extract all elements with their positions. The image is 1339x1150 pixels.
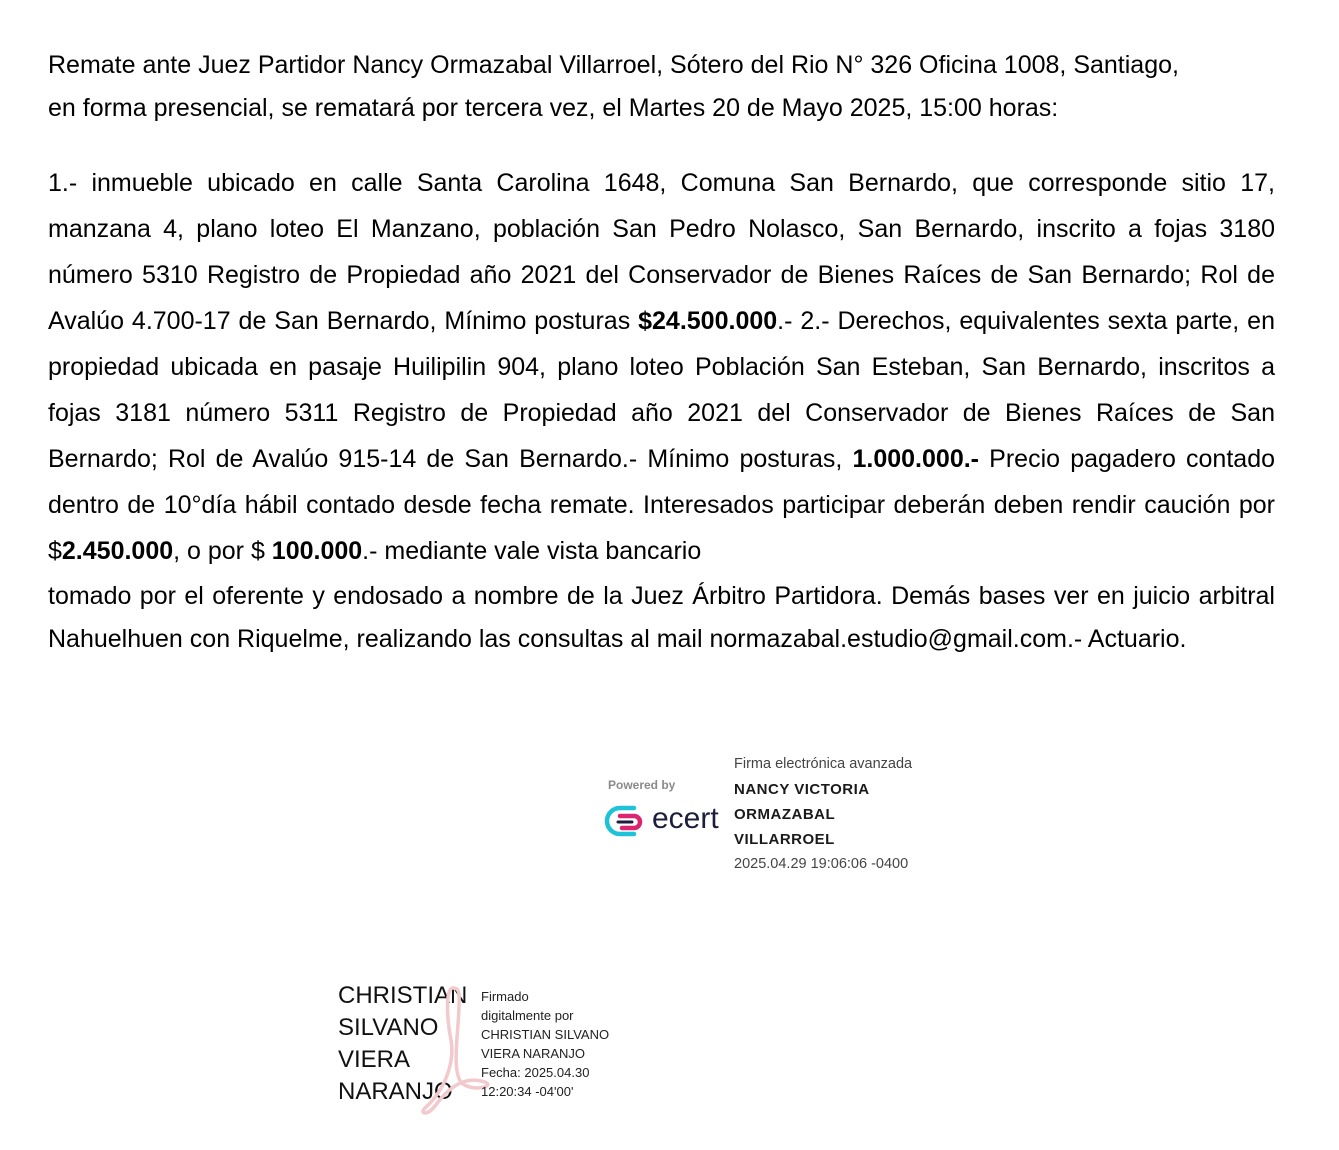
amount-guarantee-2: 100.000 [271,537,363,565]
ecert-logo [604,778,732,848]
intro-line-2: en forma presencial, se rematará por tercera vez, el Martes 20 de Mayo 2025, 15:00 horas: [48,94,1059,122]
body-text-6: tomado por el oferente y endosado a nombre de la Juez Árbitro Partidora. Demás bases ver en juicio arbitral Nahuelhuen con Riquelme, realizando las consultas al mail normazabal.estudio@gmail.com.- Actuario. [48,582,1275,653]
intro-line-1: Remate ante Juez Partidor Nancy Ormazabal Villarroel, Sótero del Rio N° 326 Oficina 1008, Santiago, [48,51,1179,79]
digital-detail-line-1: Firmado [481,989,529,1004]
digital-detail-line-2: digitalmente por [481,1008,574,1023]
intro-paragraph [48,44,1283,130]
signature-type: Firma electrónica avanzada [734,756,913,772]
body-text-3: Precio pagadero contado dentro de 10°día hábil contado desde fecha remate. Interesados participar deberán deben rendir caución por $ [48,445,1275,565]
signer-name-line-2: ORMAZABAL [734,806,836,823]
body-text-4: , o por $ [173,537,272,565]
amount-minimum-2: 1.000.000.- [852,445,979,473]
digital-detail-line-5: Fecha: 2025.04.30 [481,1065,590,1080]
body-text-1: 1.- inmueble ubicado en calle Santa Carolina 1648, Comuna San Bernardo, que corresponde sitio 17, manzana 4, plano loteo El Manzano, población San Pedro Nolasco, San Bernardo, inscrito a fojas 3180 número 5310 Registro de Propiedad año 2021 del Conservador de Bienes Raíces de San Bernardo; Rol de Avalúo 4.700-17 de San Bernardo, Mínimo posturas [48,169,1275,335]
ecert-wordmark: ecert [652,802,719,835]
digital-detail-line-4: VIERA NARANJO [481,1046,586,1061]
ecert-signature-details [734,752,912,877]
digital-detail-line-3: CHRISTIAN SILVANO [481,1027,610,1042]
powered-by-label: Powered by [608,778,676,792]
signature-timestamp: 2025.04.29 19:06:06 -0400 [734,856,909,872]
auction-body [48,160,1275,661]
body-text-2: .- 2.- Derechos, equivalentes sexta parte, en propiedad ubicada en pasaje Huilipilin 904, plano loteo Población San Esteban, San Bernardo, inscritos a fojas 3181 número 5311 Registro de Propiedad año 2021 del Conservador de Bienes Raíces de San Bernardo; Rol de Avalúo 915-14 de San Bernardo.- Mínimo posturas, [48,307,1275,473]
digital-signer-line-3: VIERA [338,1046,411,1073]
signer-name-line-3: VILLARROEL [734,831,835,848]
digital-signer-line-4: NARANJO [338,1078,453,1105]
ecert-mark-icon [604,802,650,842]
body-text-5: .- mediante vale vista bancario [362,537,702,565]
digital-signer-line-2: SILVANO [338,1014,439,1041]
digital-signer-line-1: CHRISTIAN [338,982,468,1009]
amount-minimum-1: $24.500.000 [638,307,778,335]
digital-signature-details [481,987,609,1101]
digital-detail-line-6: 12:20:34 -04'00' [481,1084,574,1099]
signer-name-line-1: NANCY VICTORIA [734,781,870,798]
amount-guarantee-1: 2.450.000 [61,537,174,565]
